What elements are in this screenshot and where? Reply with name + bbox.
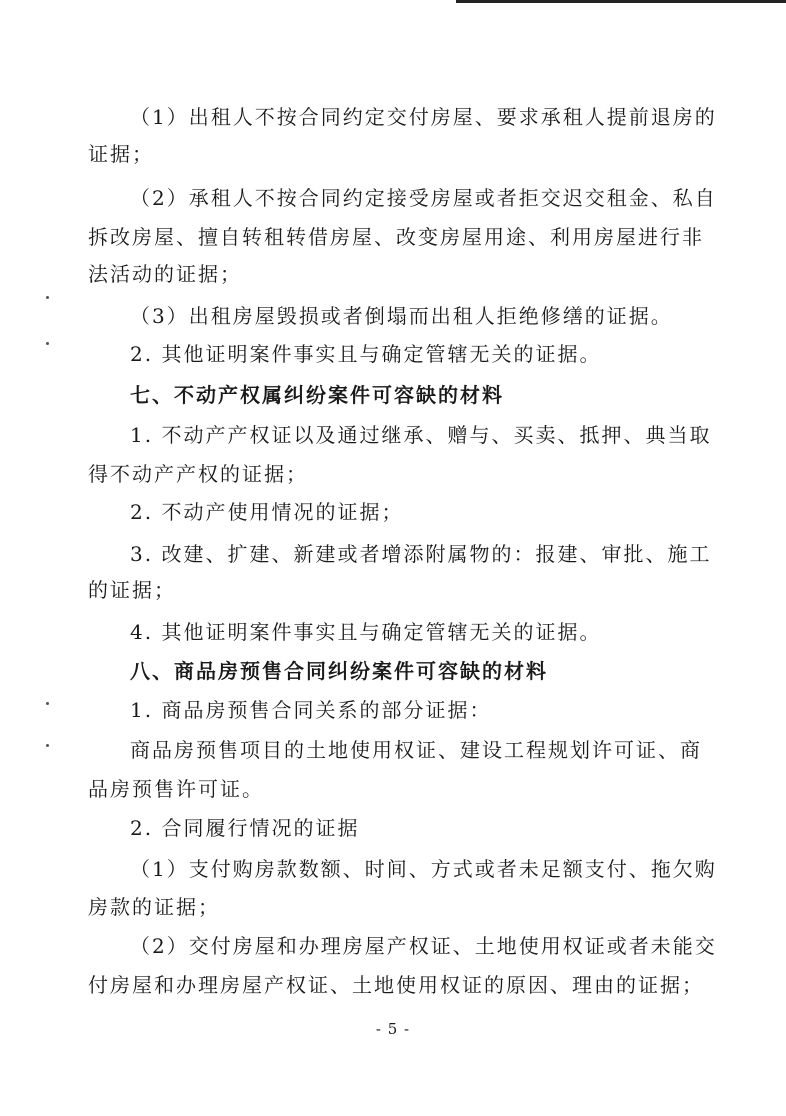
paragraph-line: （1）出租人不按合同约定交付房屋、要求承租人提前退房的 (130, 105, 717, 129)
paragraph-line: 4. 其他证明案件事实且与确定管辖无关的证据。 (130, 620, 602, 644)
paragraph-line: 得不动产产权的证据； (88, 462, 308, 486)
scan-speck (46, 744, 49, 747)
paragraph-line: 商品房预售项目的土地使用权证、建设工程规划许可证、商 (130, 738, 702, 762)
paragraph-line: 2. 其他证明案件事实且与确定管辖无关的证据。 (130, 342, 602, 366)
paragraph-line: 拆改房屋、擅自转租转借房屋、改变房屋用途、利用房屋进行非 (88, 225, 704, 249)
paragraph-line: （3）出租房屋毁损或者倒塌而出租人拒绝修缮的证据。 (130, 304, 673, 328)
scan-speck (46, 702, 49, 705)
paragraph-line: （1）支付购房款数额、时间、方式或者未足额支付、拖欠购 (130, 857, 717, 881)
paragraph-line: 1. 商品房预售合同关系的部分证据： (130, 698, 492, 722)
page-number: - 5 - (375, 1020, 411, 1038)
paragraph-line: 法活动的证据； (88, 262, 242, 286)
section-heading-8: 八、商品房预售合同纠纷案件可容缺的材料 (130, 659, 548, 683)
scan-speck (46, 342, 49, 345)
paragraph-line: 的证据； (88, 578, 176, 602)
paragraph-line: 品房预售许可证。 (88, 777, 264, 801)
paragraph-line: 证据； (88, 142, 154, 166)
paragraph-line: 3. 改建、扩建、新建或者增添附属物的：报建、审批、施工 (130, 542, 712, 566)
paragraph-line: 付房屋和办理房屋产权证、土地使用权证的原因、理由的证据； (88, 973, 704, 997)
paragraph-line: 2. 合同履行情况的证据 (130, 816, 360, 840)
section-heading-7: 七、不动产权属纠纷案件可容缺的材料 (130, 383, 504, 407)
paragraph-line: 2. 不动产使用情况的证据； (130, 500, 404, 524)
paragraph-line: （2）交付房屋和办理房屋产权证、土地使用权证或者未能交 (130, 934, 717, 958)
paragraph-line: 房款的证据； (88, 895, 220, 919)
scan-speck (46, 296, 49, 299)
paragraph-line: 1. 不动产产权证以及通过继承、赠与、买卖、抵押、典当取 (130, 423, 712, 447)
paragraph-line: （2）承租人不按合同约定接受房屋或者拒交迟交租金、私自 (130, 186, 717, 210)
